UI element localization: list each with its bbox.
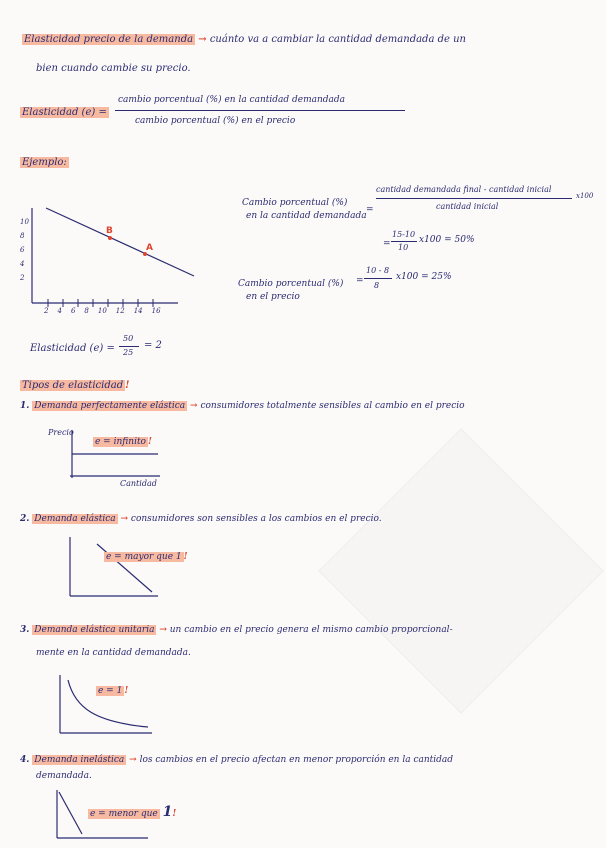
y-tick-label: 8 (20, 232, 25, 240)
x-tick-label: 6 (70, 307, 76, 315)
q-change-label-2: en la cantidad demandada (246, 211, 367, 221)
x-tick-label: 4 (57, 307, 62, 315)
type1-bang: ! (147, 437, 152, 447)
type4-label-number: 1 (162, 804, 173, 820)
type1-title: Demanda perfectamente elástica (34, 401, 186, 411)
result-fraction-bar (119, 346, 139, 347)
formula-denominator: cambio porcentual (%) en el precio (135, 116, 296, 126)
p-change-label-1: Cambio porcentual (%) (238, 279, 344, 289)
type4-label (88, 804, 176, 820)
type1-arrow: → (190, 401, 198, 411)
result-numerator: 50 (123, 334, 134, 343)
type2-line (20, 514, 382, 524)
type2-arrow: → (120, 514, 129, 524)
type4-line-1 (20, 755, 453, 765)
type2-number: 2. (20, 514, 30, 524)
q-change-label-1: Cambio porcentual (%) (242, 198, 348, 208)
formula-numerator: cambio porcentual (%) en la cantidad demandada (118, 95, 346, 105)
type4-number: 4. (20, 755, 30, 765)
x-tick-label: 14 (133, 307, 143, 315)
type1-axis-y-label: Precio (48, 428, 74, 437)
result-lhs: Elasticidad (e) = (30, 343, 115, 354)
y-tick-label: 2 (20, 274, 25, 282)
definition-term: Elasticidad precio de la demanda (24, 34, 194, 45)
p-change-denominator: 8 (374, 281, 380, 290)
type4-title: Demanda inelástica (34, 755, 125, 765)
q-change-equals: = (366, 205, 374, 215)
formula-lhs-text: Elasticidad (e) = (22, 107, 107, 118)
type3-label (96, 686, 128, 696)
q-change-times: x100 (576, 192, 594, 200)
point-b-label: B (106, 226, 113, 236)
type3-description-2: mente en la cantidad demandada. (36, 648, 191, 658)
q-calc-fraction-bar (391, 241, 417, 242)
type2-bang: ! (183, 552, 188, 562)
q-calc-denominator: 10 (398, 243, 409, 252)
x-tick-label: 16 (151, 307, 161, 315)
q-change-numerator: cantidad demandada final - cantidad inicial (376, 185, 552, 194)
type1-label-text: e = infinito (95, 437, 146, 447)
type1-axis-x-label: Cantidad (120, 479, 157, 488)
p-change-label-2: en el precio (246, 292, 300, 302)
point-a-label: A (146, 243, 153, 253)
y-tick-label: 4 (20, 260, 25, 268)
y-tick-label: 6 (20, 246, 25, 254)
types-heading-bang: ! (125, 380, 130, 391)
point-b-marker (108, 236, 112, 240)
type4-arrow: → (129, 755, 137, 765)
types-heading (20, 380, 129, 391)
type3-arrow: → (159, 625, 167, 635)
type2-label (104, 552, 188, 562)
type4-curve (59, 792, 82, 834)
type4-bang: ! (172, 809, 177, 819)
type3-number: 3. (20, 625, 30, 635)
type2-label-text: e = mayor que 1 (106, 552, 182, 562)
types-heading-text: Tipos de elasticidad (22, 380, 124, 391)
definition-text-2: bien cuando cambie su precio. (36, 63, 191, 74)
type2-title: Demanda elástica (34, 514, 116, 524)
x-tick-label: 8 (84, 307, 89, 315)
p-change-equals: = (356, 276, 364, 286)
type4-description: los cambios en el precio afectan en menor proporción en la cantidad (139, 755, 454, 765)
type4-description-2: demandada. (36, 771, 92, 781)
definition-text-1: cuánto va a cambiar la cantidad demandada de un (209, 34, 466, 45)
q-calc-numerator: 15-10 (392, 230, 416, 239)
demand-curve (46, 208, 194, 276)
type3-title: Demanda elástica unitaria (34, 625, 155, 635)
example-heading-text: Ejemplo: (22, 157, 67, 168)
x-tick-label: 10 (97, 307, 107, 315)
type1-description: consumidores totalmente sensibles al cambio en el precio (200, 401, 465, 411)
p-change-result: x100 = 25% (396, 272, 452, 282)
p-change-numerator: 10 - 8 (366, 266, 390, 275)
x-tick-labels (44, 307, 161, 315)
definition-arrow: → (198, 34, 207, 45)
y-tick-labels (20, 215, 29, 285)
q-calc-prefix: = (383, 239, 391, 249)
p-change-fraction-bar (364, 278, 392, 279)
result-value: = 2 (144, 340, 162, 351)
type1-label (93, 437, 152, 447)
type1-line (20, 401, 465, 411)
q-change-fraction-bar (376, 198, 572, 199)
result-denominator: 25 (123, 348, 134, 357)
x-tick-label: 2 (44, 307, 49, 315)
y-tick-label: 10 (20, 218, 29, 226)
x-tick-label: 12 (115, 307, 125, 315)
type3-bang: ! (124, 686, 129, 696)
q-change-denominator: cantidad inicial (436, 202, 499, 211)
type3-line-1 (20, 625, 453, 635)
type1-number: 1. (20, 401, 30, 411)
type3-description: un cambio en el precio genera el mismo cambio proporcional- (169, 625, 453, 635)
type4-label-text: e = menor que (90, 809, 158, 819)
type2-description: consumidores son sensibles a los cambios en el precio. (130, 514, 382, 524)
q-calc-result: x100 = 50% (419, 235, 475, 245)
type3-label-text: e = 1 (98, 686, 123, 696)
